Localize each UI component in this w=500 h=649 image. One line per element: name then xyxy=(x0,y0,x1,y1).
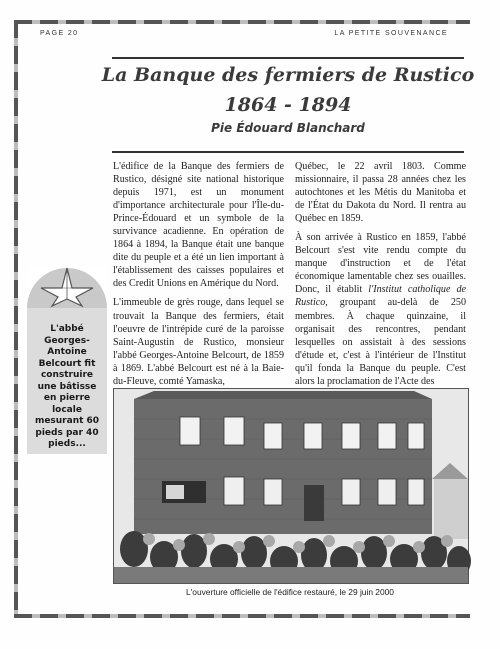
top-dashed-rule xyxy=(14,20,470,24)
article-years: 1864 - 1894 xyxy=(224,94,352,116)
photo-caption: L'ouverture officielle de l'édifice restauré, le 29 juin 2000 xyxy=(186,587,394,597)
title-bottom-rule xyxy=(112,151,464,153)
article-author: Pie Édouard Blanchard xyxy=(211,121,365,135)
sidebar-caption: L'abbé Georges-Antoine Belcourt fit construire une bâtisse en pierre locale mesurant 60 pieds par 40 pieds... xyxy=(34,324,100,449)
institute-name: l'Institut catholique de Rustico xyxy=(295,284,466,309)
article-title: La Banque des fermiers de Rustico xyxy=(101,64,475,86)
column2-paragraph-1: Québec, le 22 avril 1803. Comme missionnaire, il passa 28 années chez les autochtones et les Métis du Manitoba et de l'État du Dakota du Nord. Il rentra au Québec en 1859. xyxy=(295,161,466,225)
column2-paragraph-2: À son arrivée à Rustico en 1859, l'abbé Belcourt s'est vite rendu compte du manque d'instruction et de l'état économique lamentable chez ses ouailles. Donc, il établit l'Institut catholique de Rustico, groupant au-delà de 250 membres. À chaque quinzaine, il organisait des rencontres, pendant lesquelles on assistait à des sessions d'étude et, c'est à l'intérieur de l'Institut qu'il fonda la Banque du peuple. C'est alors la proclamation de l'Acte des xyxy=(295,232,466,387)
text-column-2 xyxy=(295,160,466,387)
sidebar-callout xyxy=(27,266,107,454)
text-column-1 xyxy=(113,160,284,387)
bank-building-illustration xyxy=(114,389,468,583)
left-dashed-rule xyxy=(14,20,18,618)
publication-name: LA PETITE SOUVENANCE xyxy=(334,30,448,37)
column1-paragraph-1: L'édifice de la Banque des fermiers de Rustico, désigné site national historique depuis 1971, est un monument d'importance architecturale pour l'Île-du-Prince-Édouard et un symbole de la survivance acadienne. En opération de 1864 à 1894, la Banque était une banque dite du peuple et a été un lien important à l'établissement des caisses populaires et des Credit Unions en Amérique du Nord. xyxy=(113,161,284,290)
acadian-star-icon xyxy=(27,266,107,308)
title-top-rule xyxy=(112,57,464,59)
page-number: PAGE 20 xyxy=(40,30,79,37)
bottom-dashed-rule xyxy=(14,614,470,618)
column1-paragraph-2: L'immeuble de grès rouge, dans lequel se trouvait la Banque des fermiers, était l'oeuvre de l'intrépide curé de la paroisse Saint-Augustin de Rustico, monsieur l'abbé Georges-Antoine Belcourt, de 1859 à 1869. L'abbé Belcourt est né à la Baie-du-Fleuve, comté Yamaska, xyxy=(113,297,284,387)
bank-building-photo xyxy=(113,388,469,584)
